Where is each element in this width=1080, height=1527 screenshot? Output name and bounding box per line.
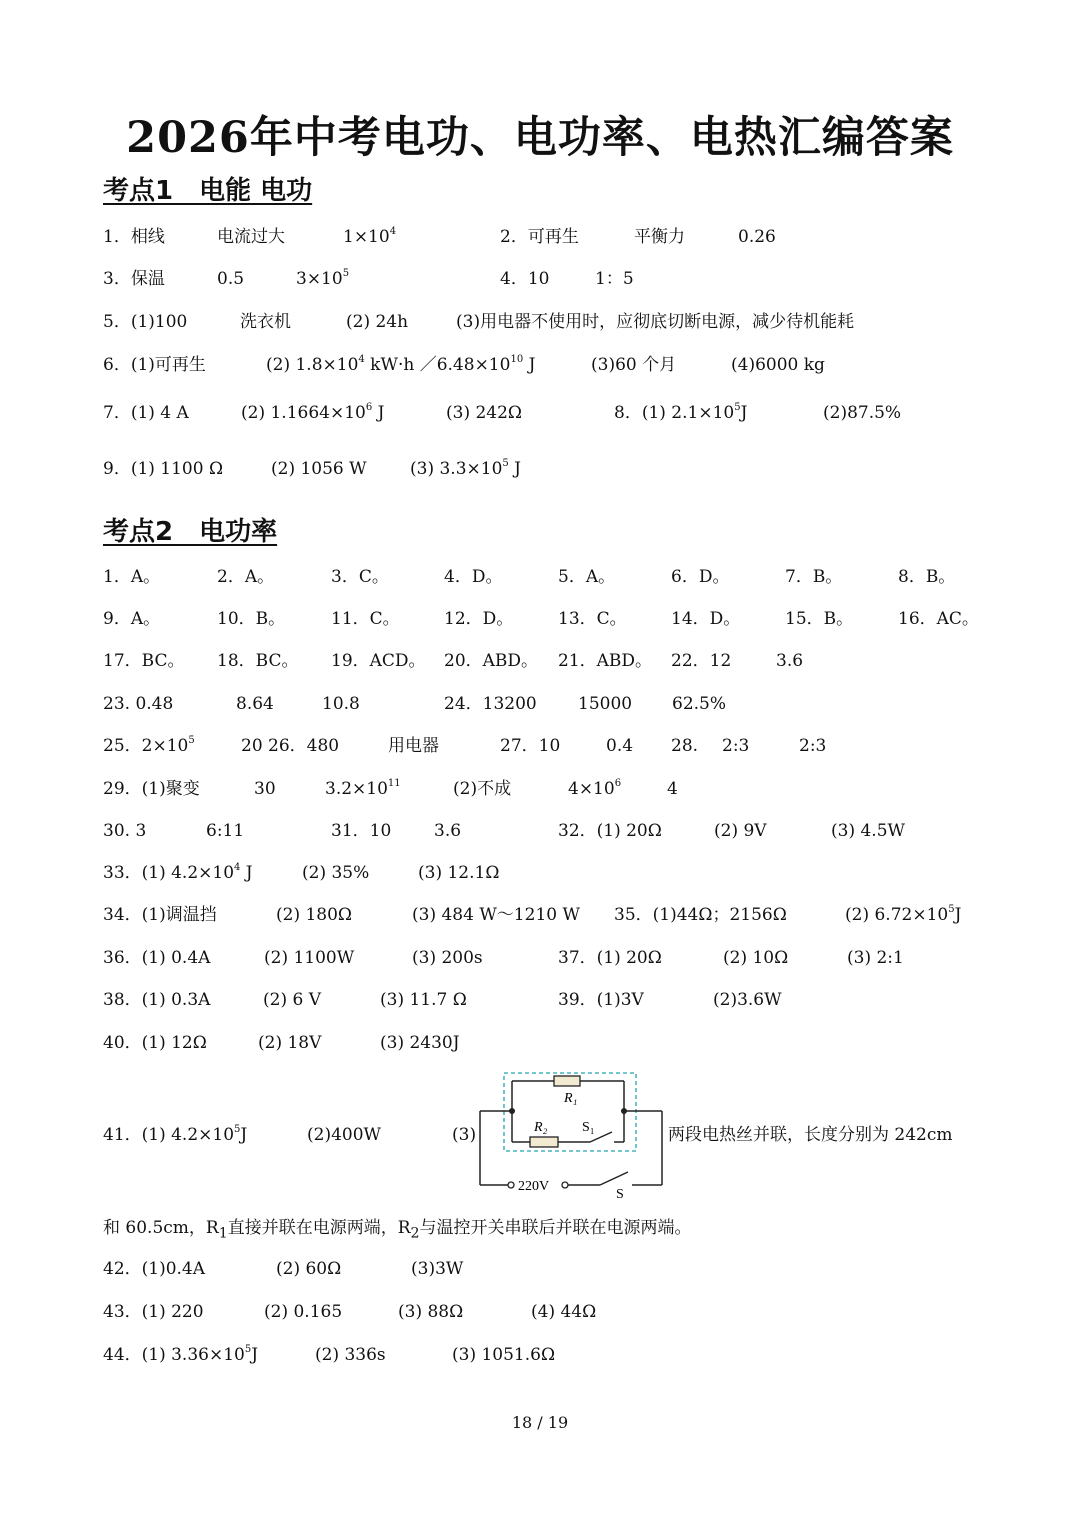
answer-cell: (2)400W: [307, 1125, 382, 1145]
r1-label: R₁: [564, 1091, 578, 1106]
answer-cell: 21．ABD。: [558, 651, 653, 671]
answer-cell: 两段电热丝并联，长度分别为 242cm: [668, 1125, 953, 1145]
answer-cell: 2:3: [799, 736, 827, 756]
answer-cell: 3．C。: [331, 567, 389, 587]
answer-cell: 7．(1) 4 A: [103, 403, 189, 423]
answer-row: [0, 350, 1080, 380]
answer-row: [0, 689, 1080, 719]
answer-cell: 33．(1) $4.2\times 10^4$ J: [103, 862, 253, 883]
answer-row: [0, 816, 1080, 846]
answer-row: [0, 562, 1080, 592]
answer-row: [0, 454, 1080, 484]
answer-cell: 34．(1)调温挡: [103, 905, 217, 925]
answer-cell: $1\times 10^4$: [343, 226, 397, 247]
answer-cell: 7．B。: [785, 567, 843, 587]
answer-cell: 10.8: [322, 694, 360, 714]
r2-resistor-icon: [530, 1137, 558, 1147]
answer-cell: 5．A。: [558, 567, 616, 587]
answer-cell: (3) 88Ω: [398, 1302, 464, 1322]
answer-cell: 平衡力: [634, 227, 685, 247]
answer-cell: (2) 24h: [346, 312, 409, 332]
answer-cell: (3) 1051.6Ω: [452, 1345, 556, 1365]
answer-cell: (2) 0.165: [264, 1302, 343, 1322]
answer-row: [0, 1028, 1080, 1058]
answer-cell: 5．(1)100: [103, 312, 188, 332]
answer-cell: (2) 10Ω: [723, 948, 789, 968]
answer-cell: 3.6: [776, 651, 804, 671]
answer-cell: (2)87.5%: [823, 403, 902, 423]
parallel-heater-circuit-diagram: [476, 1068, 676, 1198]
answer-cell: (2) 1056 W: [271, 459, 367, 479]
answer-cell: 15．B。: [785, 609, 854, 629]
answer-cell: (2) 1100W: [264, 948, 355, 968]
answer-cell: 27．10: [500, 736, 561, 756]
answer-cell: 电流过大: [217, 227, 285, 247]
answer-cell: (3) 200s: [412, 948, 483, 968]
answer-cell: 13．C。: [558, 609, 627, 629]
switch-s-icon: [600, 1172, 628, 1185]
answer-cell: 30. 3: [103, 821, 147, 841]
answer-cell: 62.5%: [672, 694, 727, 714]
answer-cell: 30: [254, 779, 276, 799]
answer-cell: 洗衣机: [240, 312, 291, 332]
answer-cell: 43．(1) 220: [103, 1302, 204, 1322]
answer-row: [0, 264, 1080, 294]
answer-cell: $3.2\times 10^{11}$: [325, 778, 401, 799]
answer-cell: (2)3.6W: [713, 990, 782, 1010]
answer-row: [0, 646, 1080, 676]
section-heading-2: 考点2 电功率: [103, 517, 278, 547]
answer-cell: 12．D。: [444, 609, 514, 629]
answer-cell: 1：5: [595, 269, 634, 289]
answer-row: [0, 307, 1080, 337]
answer-cell: 6．D。: [671, 567, 730, 587]
answer-cell: 9．(1) 1100 Ω: [103, 459, 224, 479]
answer-cell: 用电器: [388, 736, 439, 756]
answer-cell: 1．A。: [103, 567, 161, 587]
answer-cell: 42．(1)0.4A: [103, 1259, 206, 1279]
answer-cell: (4)6000 kg: [731, 355, 825, 375]
answer-cell: 14．D。: [671, 609, 741, 629]
answer-cell: 22．12: [671, 651, 732, 671]
answer-row: [0, 604, 1080, 634]
answer-cell: (3)3W: [411, 1259, 464, 1279]
answer-cell: 17．BC。: [103, 651, 185, 671]
answer-cell: 36．(1) 0.4A: [103, 948, 211, 968]
answer-cell: 4．10: [500, 269, 550, 289]
answer-row: [0, 985, 1080, 1015]
answer-cell: 2．A。: [217, 567, 275, 587]
answer-cell: 4: [667, 779, 678, 799]
s-label: S: [616, 1187, 624, 1198]
answer-cell: (3) $3.3\times 10^5$ J: [410, 458, 521, 479]
answer-cell: 44．(1) $3.36\times 10^5J$: [103, 1344, 259, 1365]
answer-cell: 41．(1) $4.2\times 10^5J$: [103, 1124, 248, 1145]
answer-cell: 35．(1)44Ω；2156Ω: [614, 905, 787, 925]
s1-label: S₁: [582, 1120, 595, 1135]
answer-cell: 31．10: [331, 821, 392, 841]
answer-cell: 8.64: [236, 694, 274, 714]
answer-cell: 20．ABD。: [444, 651, 539, 671]
answer-cell: (3): [452, 1125, 477, 1145]
answer-cell: 8．B。: [898, 567, 956, 587]
answer-cell: 37．(1) 20Ω: [558, 948, 662, 968]
answer-cell: 29．(1)聚变: [103, 779, 200, 799]
answer-cell: 0.5: [217, 269, 245, 289]
answer-cell: (2)不成: [453, 779, 512, 799]
answer-cell: 3．保温: [103, 269, 165, 289]
answer-cell: 40．(1) 12Ω: [103, 1033, 207, 1053]
answer-cell: (2) $1.1664\times 10^6$ J: [241, 402, 385, 423]
answer-cell: (2) $6.72\times 10^5J$: [845, 904, 962, 925]
answer-row: [0, 1340, 1080, 1370]
answer-cell: 0.4: [606, 736, 634, 756]
answer-cell: (3) 2430J: [380, 1033, 460, 1053]
answer-cell: 6．(1)可再生: [103, 355, 206, 375]
answer-row: [0, 731, 1080, 761]
answer-cell: (3) 11.7 Ω: [380, 990, 467, 1010]
answer-cell: 38．(1) 0.3A: [103, 990, 211, 1010]
answer-cell: (3) 2:1: [847, 948, 904, 968]
answer-row: [0, 900, 1080, 930]
answer-cell: 2．可再生: [500, 227, 579, 247]
answer-cell: 8．(1) $2.1\times 10^5J$: [614, 402, 748, 423]
answer-cell: (2) 336s: [315, 1345, 386, 1365]
page-number: 18 / 19: [511, 1413, 569, 1432]
answer-cell: 3.6: [434, 821, 462, 841]
answer-cell: (2) 6 V: [263, 990, 321, 1010]
answer-cell: (2) 35%: [302, 863, 370, 883]
answer-cell: $4\times 10^6$: [568, 778, 622, 799]
answer-cell: 10．B。: [217, 609, 286, 629]
answer-cell: (3) 242Ω: [446, 403, 523, 423]
answer-row: [0, 774, 1080, 804]
answer-cell: 19．ACD。: [331, 651, 426, 671]
answer-cell: (2) 18V: [258, 1033, 322, 1053]
answer-cell: (3) 484 W～1210 W: [412, 905, 580, 925]
answer-cell: 0.26: [738, 227, 776, 247]
answer-cell: 15000: [578, 694, 633, 714]
answer-row: [0, 398, 1080, 428]
answer-cell: 16．AC。: [898, 609, 979, 629]
answer-row: [0, 1254, 1080, 1284]
answer-cell: 2:3: [722, 736, 750, 756]
answer-cell: 6:11: [206, 821, 245, 841]
answer-cell: 4．D。: [444, 567, 503, 587]
answer-cell: (2) 180Ω: [276, 905, 353, 925]
answer-cell: 28.: [671, 736, 699, 756]
answer-row: [0, 222, 1080, 252]
answer-cell: (2) 9V: [714, 821, 767, 841]
answer-cell: 23. 0.48: [103, 694, 174, 714]
answer-cell: 11．C。: [331, 609, 400, 629]
answer-cell: (4) 44Ω: [531, 1302, 597, 1322]
answer-row: [0, 943, 1080, 973]
answer-row: [0, 1297, 1080, 1327]
answer-cell: 9．A。: [103, 609, 161, 629]
answer-cell: 1．相线: [103, 227, 165, 247]
answer-cell: (3)用电器不使用时，应彻底切断电源，减少待机能耗: [456, 312, 855, 332]
answer-cell: (3)60 个月: [591, 355, 677, 375]
answer-cell: (3) 4.5W: [831, 821, 905, 841]
answer-cell: (3) 12.1Ω: [418, 863, 500, 883]
r2-label: R₂: [534, 1120, 548, 1135]
r1-resistor-icon: [554, 1076, 580, 1086]
answer-row: [0, 858, 1080, 888]
answer-cell: 32．(1) 20Ω: [558, 821, 662, 841]
voltage-label: 220V: [518, 1179, 550, 1194]
answer-cell: 24．13200: [444, 694, 537, 714]
answer-cell: (2) $1.8\times 10^4$ kW·h $/6.48\times 10^{10}$ J: [266, 354, 536, 375]
section-heading-1: 考点1 电能 电功: [103, 176, 313, 206]
answer-cell: 20 26．480: [241, 736, 340, 756]
answer-cell: (2) 60Ω: [276, 1259, 342, 1279]
answer-cell: $3\times 10^5$: [296, 268, 350, 289]
page-title: 2026年中考电功、电功率、电热汇编答案: [126, 113, 954, 163]
answer-41-continuation: 和 60.5cm，$R_1$直接并联在电源两端，$R_2$与温控开关串联后并联在电源两端。: [103, 1218, 692, 1242]
answer-cell: 25．$2\times 10^5$: [103, 735, 195, 756]
answer-cell: 18．BC。: [217, 651, 299, 671]
answer-cell: 39．(1)3V: [558, 990, 644, 1010]
